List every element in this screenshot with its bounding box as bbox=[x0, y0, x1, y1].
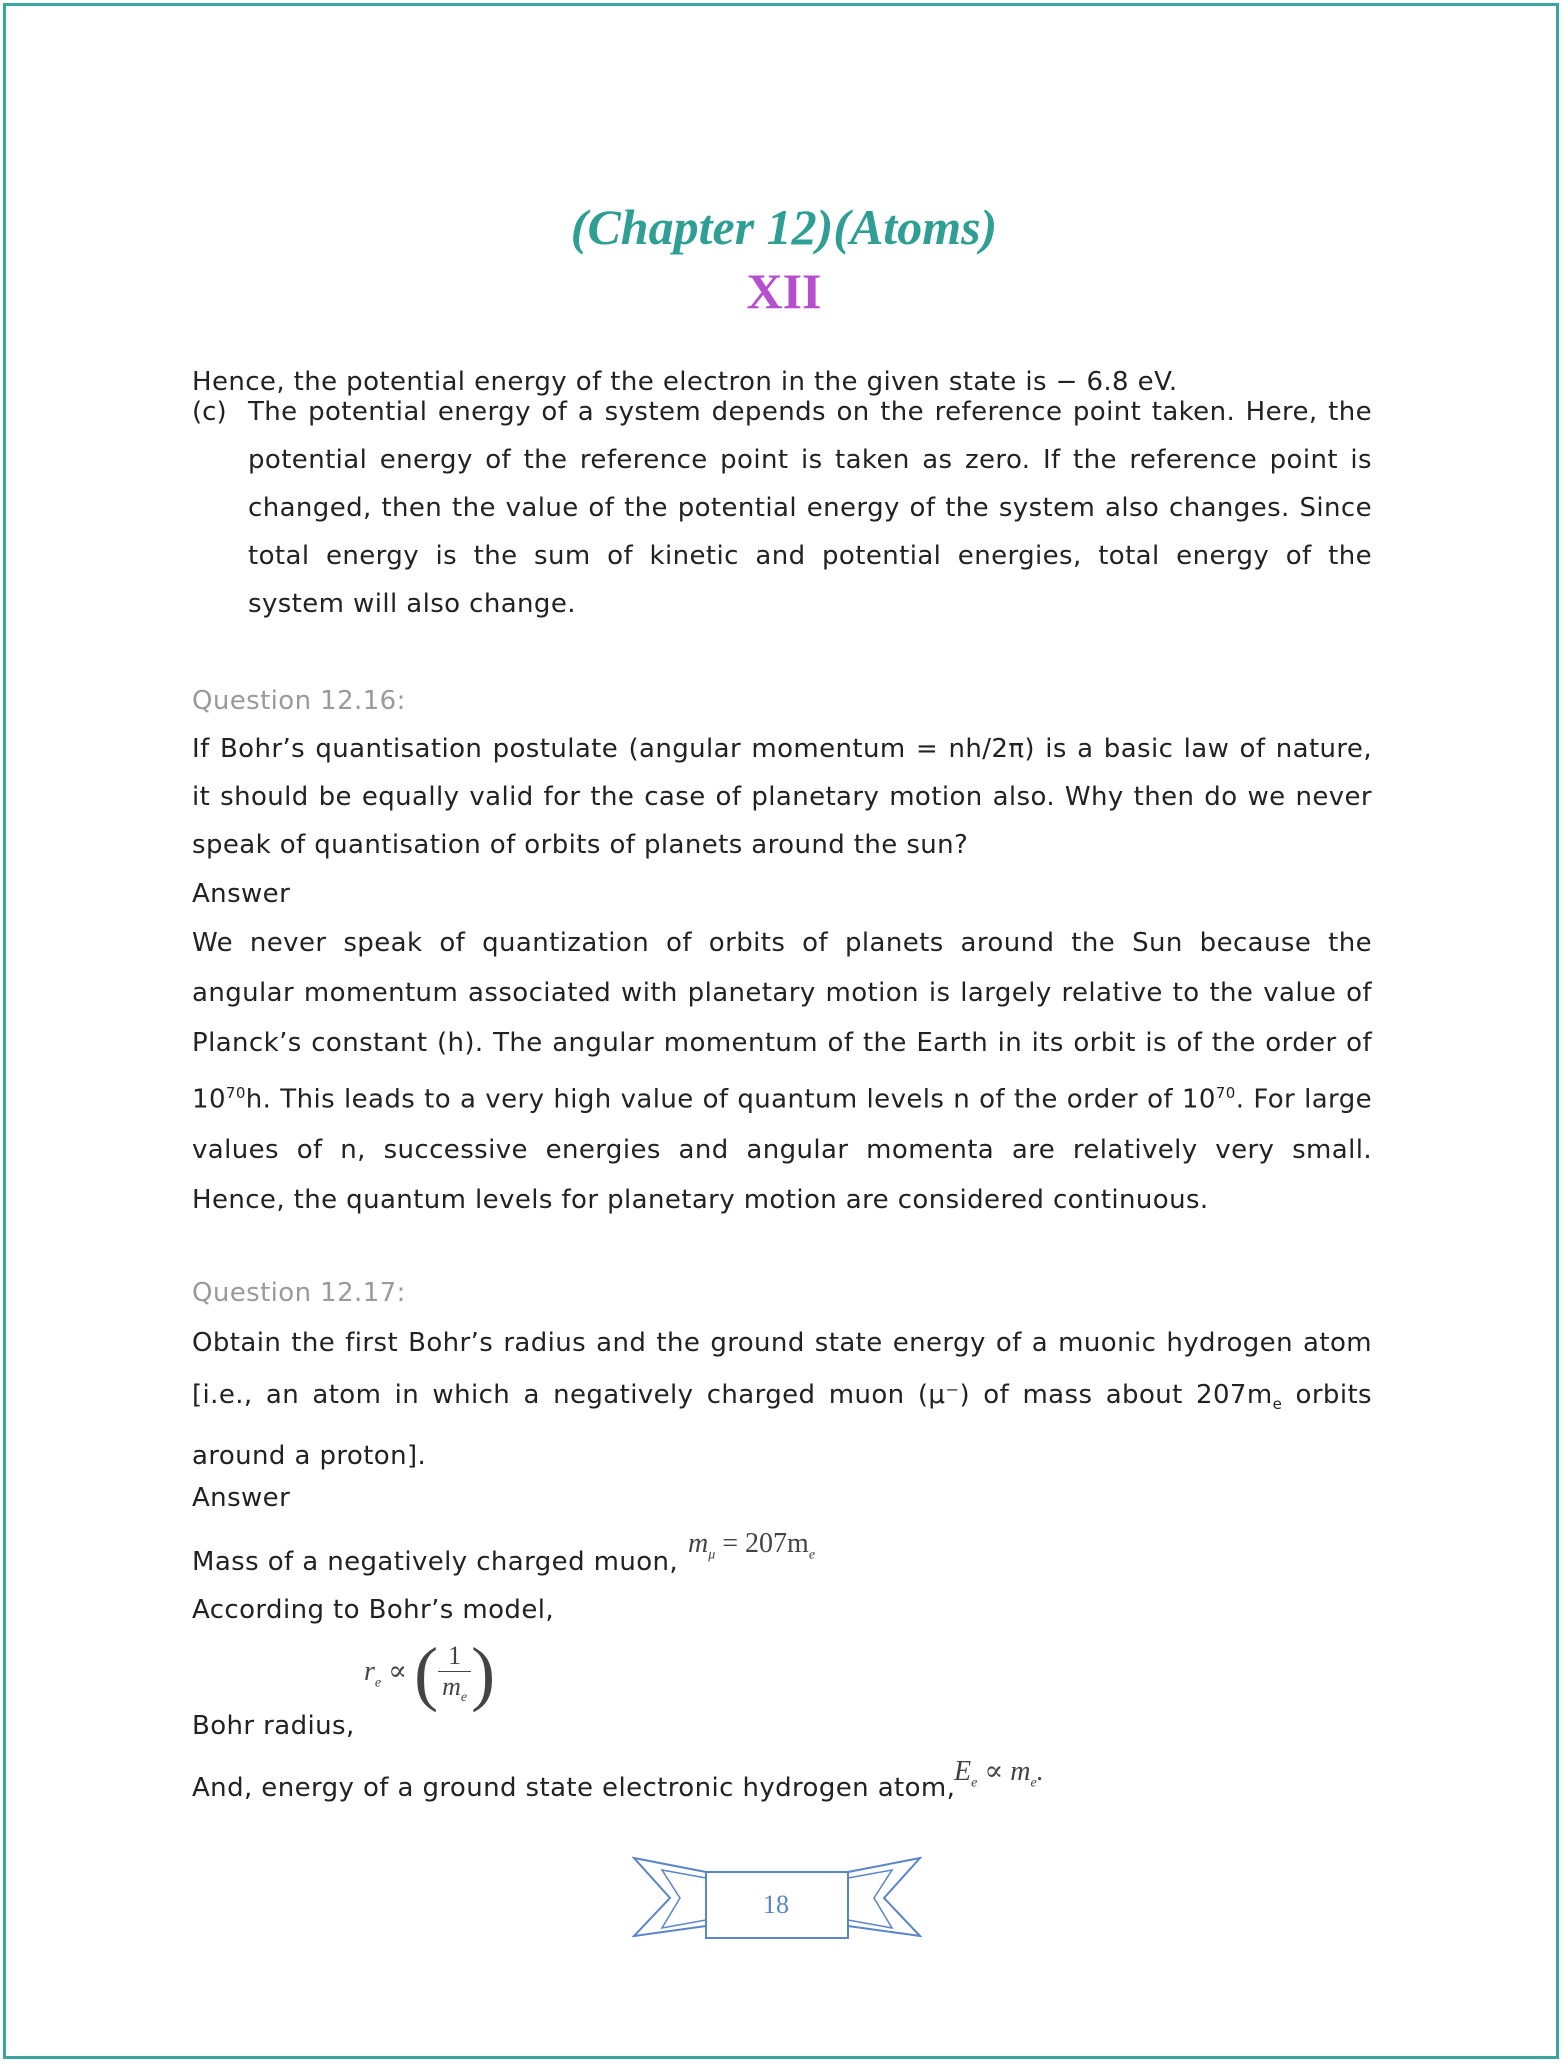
chapter-title: (Chapter 12)(Atoms) bbox=[570, 199, 998, 255]
class-label: XII bbox=[746, 263, 822, 319]
paragraph-potential-energy: Hence, the potential energy of the electron in the given state is − 6.8 eV. bbox=[192, 367, 1178, 397]
answer-label: Answer bbox=[192, 1483, 291, 1513]
question-label-12-17: Question 12.17: bbox=[192, 1278, 406, 1308]
ground-state-energy-text: And, energy of a ground state electronic hydrogen atom, bbox=[192, 1773, 956, 1803]
answer-label: Answer bbox=[192, 879, 291, 909]
ground-state-energy-formula: $E_e \propto m_e$. bbox=[954, 1756, 1044, 1791]
question-text-12-17: Obtain the first Bohr’s radius and the ground state energy of a muonic hydrogen atom [i.e., an atom in which a negatively charged muon (μ⁻) of mass about $207m_e$ orbits around a proton]. bbox=[192, 1328, 1372, 1472]
answer-text-12-16: We never speak of quantization of orbits of planets around the Sun because the angular momentum associated with planetary motion is largely relative to the value of Planck’s constant (h). The angular momentum of the Earth in its orbit is of the order of $10^{70}h$. This leads to a very high value of quantum levels n of the order of $10^{70}$. For large values of n, successive energies and angular momenta are relatively very small. Hence, the quantum levels for planetary motion are considered continuous. bbox=[192, 928, 1372, 1215]
paragraph-c: The potential energy of a system depends on the reference point taken. Here, the potential energy of the reference point is taken as zero. If the reference point is changed, then the value of the potential energy of the system also changes. Since total energy is the sum of kinetic and potential energies, total energy of the system will also change. bbox=[248, 397, 1372, 619]
question-text-12-16: If Bohr’s quantisation postulate (angular momentum = nh/2π) is a basic law of nature, it should be equally valid for the case of planetary motion also. Why then do we never speak of quantisation of orbits of planets around the sun? bbox=[192, 734, 1372, 860]
muon-mass-formula: $m_\mu = 207m_e$ bbox=[688, 1528, 816, 1563]
muon-mass-text: Mass of a negatively charged muon, bbox=[192, 1547, 679, 1577]
page-number: 18 bbox=[763, 1890, 789, 1919]
list-marker-c: (c) bbox=[192, 397, 227, 427]
bohr-radius-text: Bohr radius, bbox=[192, 1711, 355, 1741]
bohr-model-text: According to Bohr’s model, bbox=[192, 1595, 555, 1625]
question-label-12-16: Question 12.16: bbox=[192, 686, 406, 716]
bohr-radius-formula: $r_e$ ∝ ( $\frac{1}{m_e}$ ) bbox=[364, 1633, 496, 1713]
